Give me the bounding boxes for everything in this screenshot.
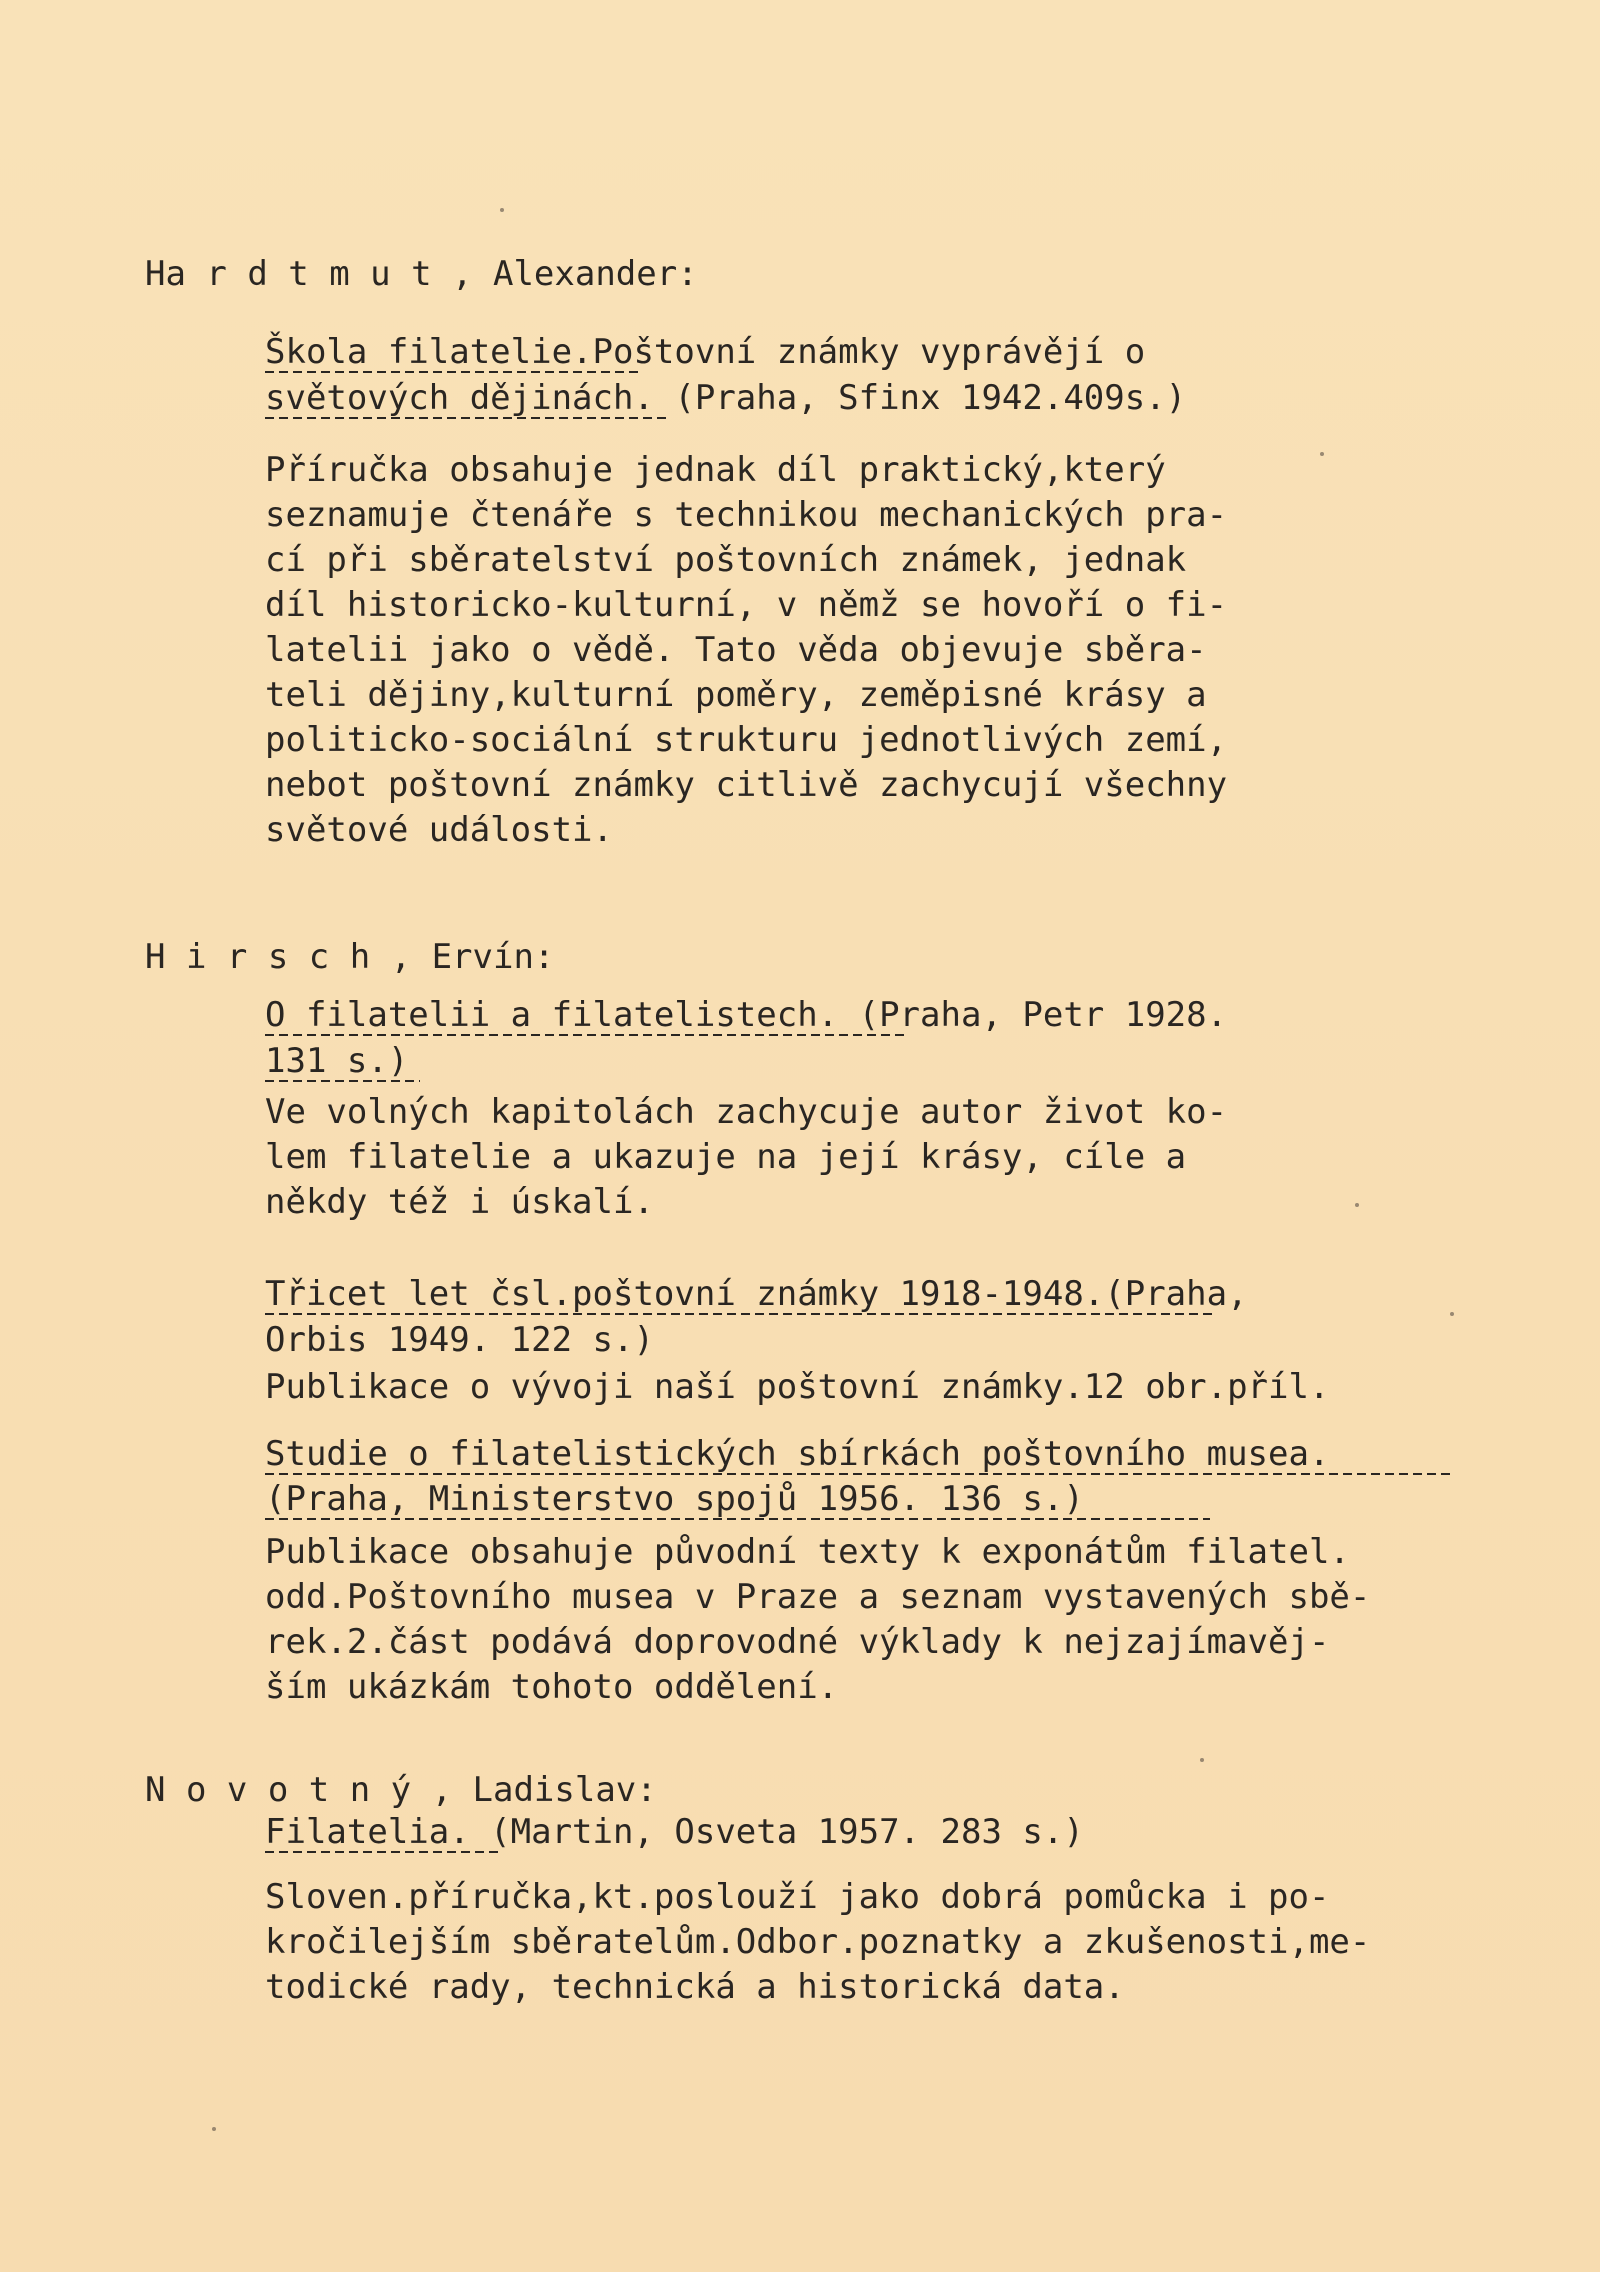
author-hirsch: H i r s c h , Ervín:	[145, 937, 555, 977]
description-line: seznamuje čtenáře s technikou mechanických pra-	[265, 495, 1228, 535]
paper-speck	[1450, 1312, 1454, 1316]
paper-speck	[1320, 452, 1324, 456]
title-line: Orbis 1949. 122 s.)	[265, 1320, 654, 1360]
title-line: Škola filatelie.Poštovní známky vyprávějí o	[265, 332, 1146, 372]
paper-speck	[1355, 1203, 1359, 1207]
description-line: Příručka obsahuje jednak díl praktický,který	[265, 450, 1166, 490]
description-line: kročilejším sběratelům.Odbor.poznatky a zkušenosti,me-	[265, 1922, 1371, 1962]
description-line: díl historicko-kulturní, v němž se hovoří o fi-	[265, 585, 1228, 625]
description-line: lem filatelie a ukazuje na její krásy, cíle a	[265, 1137, 1187, 1177]
description-line: Publikace obsahuje původní texty k exponátům filatel.	[265, 1532, 1350, 1572]
author-novotny: N o v o t n ý , Ladislav:	[145, 1770, 657, 1810]
title-line: O filatelii a filatelistech. (Praha, Petr 1928.	[265, 995, 1228, 1035]
description-line: politicko-sociální strukturu jednotlivých zemí,	[265, 720, 1228, 760]
title-line: Třicet let čsl.poštovní známky 1918-1948.(Praha,	[265, 1274, 1248, 1314]
description-line: ším ukázkám tohoto oddělení.	[265, 1667, 839, 1707]
title-line: 131 s.)	[265, 1041, 409, 1081]
description-line: někdy též i úskalí.	[265, 1182, 654, 1222]
description-line: odd.Poštovního musea v Praze a seznam vystavených sbě-	[265, 1577, 1371, 1617]
description-line: rek.2.část podává doprovodné výklady k nejzajímavěj-	[265, 1622, 1330, 1662]
description-line: teli dějiny,kulturní poměry, zeměpisné krásy a	[265, 675, 1207, 715]
description-line: nebot poštovní známky citlivě zachycují všechny	[265, 765, 1228, 805]
title-line: světových dějinách. (Praha, Sfinx 1942.409s.)	[265, 378, 1187, 418]
description-line: Sloven.příručka,kt.poslouží jako dobrá pomůcka i po-	[265, 1877, 1330, 1917]
description-line: cí při sběratelství poštovních známek, jednak	[265, 540, 1187, 580]
paper-speck	[500, 208, 504, 212]
title-line: Filatelia. (Martin, Osveta 1957. 283 s.)	[265, 1812, 1084, 1852]
paper-speck	[212, 2127, 216, 2131]
description-line: todické rady, technická a historická data.	[265, 1967, 1125, 2007]
description-line: latelii jako o vědě. Tato věda objevuje sběra-	[265, 630, 1207, 670]
paper-speck	[1200, 1758, 1204, 1762]
description-line: Publikace o vývoji naší poštovní známky.12 obr.příl.	[265, 1367, 1330, 1407]
description-line: Ve volných kapitolách zachycuje autor život ko-	[265, 1092, 1228, 1132]
description-line: světové události.	[265, 810, 613, 850]
title-line: Studie o filatelistických sbírkách poštovního musea.	[265, 1434, 1330, 1474]
title-line: (Praha, Ministerstvo spojů 1956. 136 s.)	[265, 1479, 1084, 1519]
author-hardtmut: Ha r d t m u t , Alexander:	[145, 254, 698, 294]
